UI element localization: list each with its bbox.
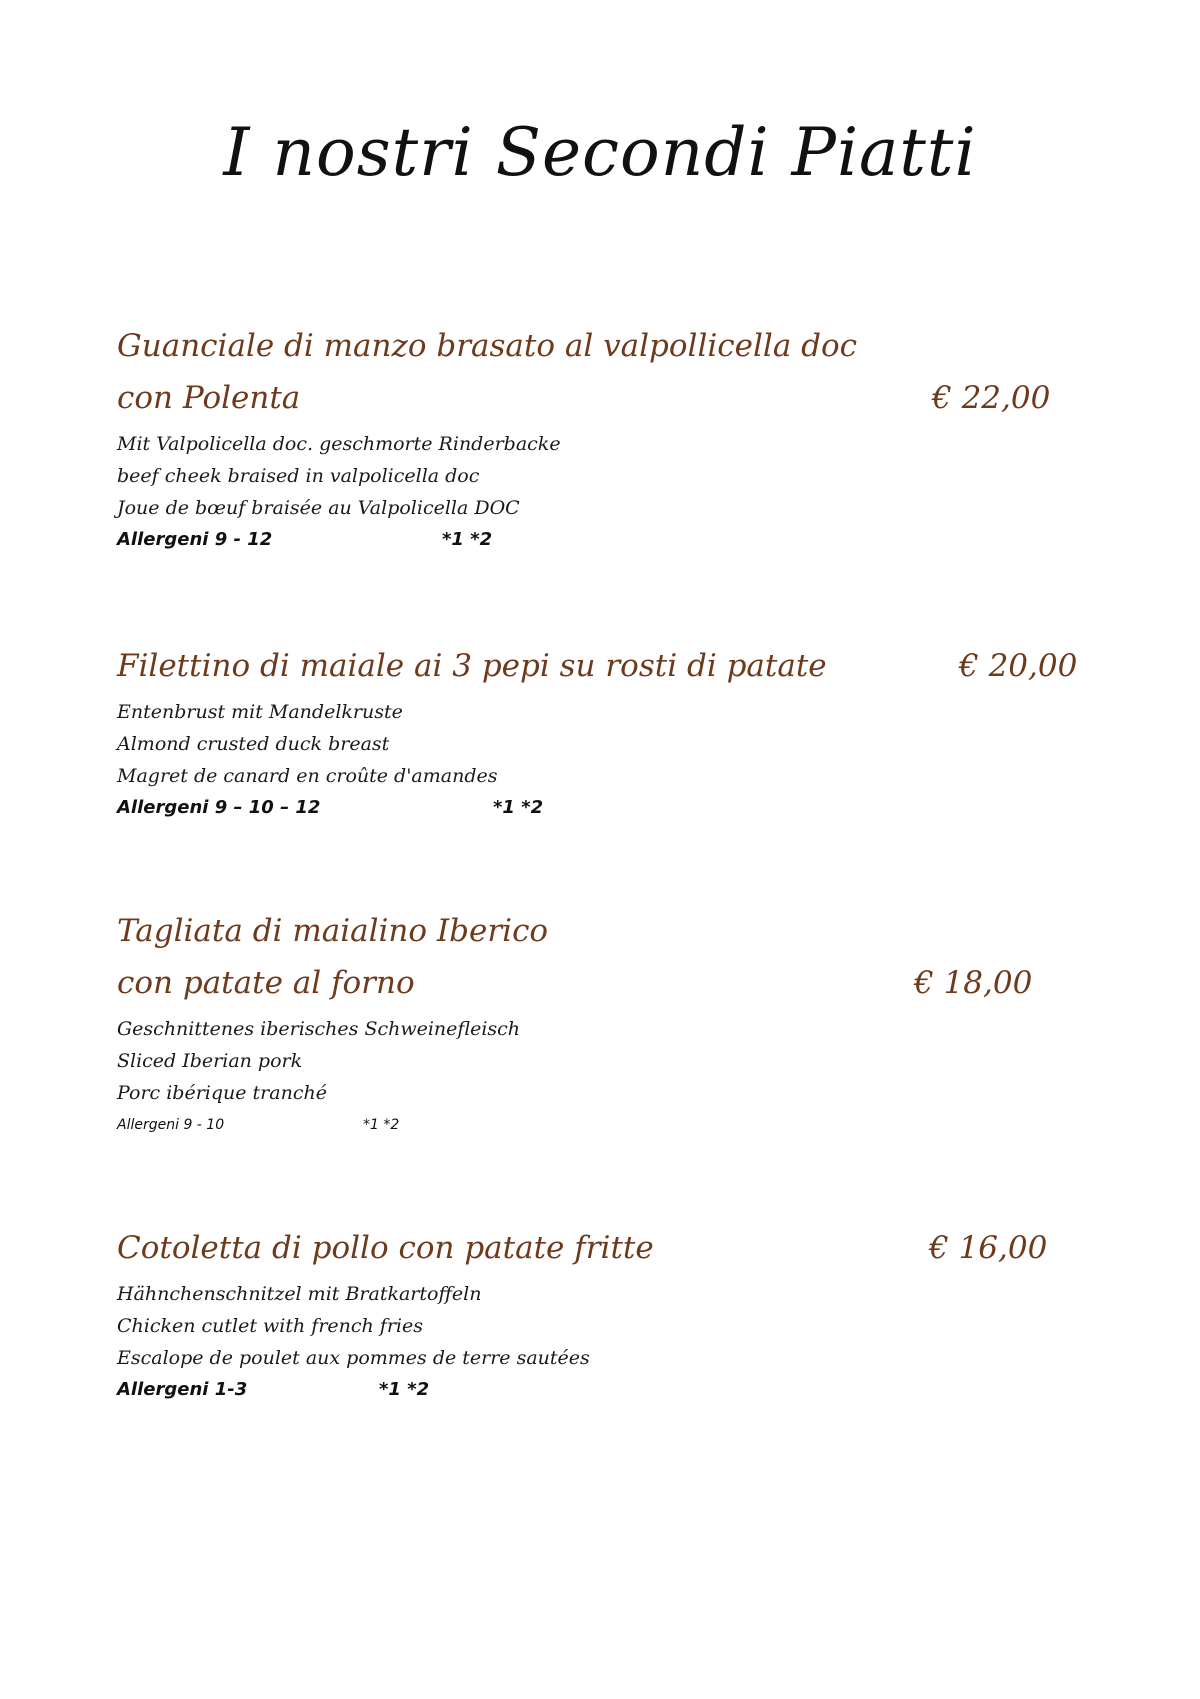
dish-description-de: Entenbrust mit Mandelkruste [117,701,403,723]
allergen-line [117,792,1117,824]
allergen-list: Allergeni 9 - 10 [117,1117,225,1133]
dish-price: € 18,00 [914,965,1033,1001]
allergen-codes: *1 *2 [363,1117,400,1133]
allergen-codes: *1 *2 [493,797,544,818]
page-title: I nostri Secondi Piatti [223,114,977,191]
dish-description-en: Almond crusted duck breast [117,733,390,755]
dish-item [117,320,1117,556]
dish-name: Cotoletta di pollo con patate fritte [117,1230,654,1266]
allergen-list: Allergeni 9 – 10 – 12 [117,797,321,818]
dish-item [117,1222,1117,1406]
dish-item [117,640,1117,824]
dish-name-line2: con Polenta [117,380,301,416]
dish-item [117,905,1117,1141]
dish-name-continued [117,372,1117,424]
dish-name: Tagliata di maialino Iberico [117,913,549,949]
allergen-line [117,1109,1117,1141]
dish-description-en: beef cheek braised in valpolicella doc [117,465,480,487]
dish-price: € 16,00 [929,1230,1048,1266]
allergen-line [117,1374,1117,1406]
dish-description-fr: Magret de canard en croûte d'amandes [117,765,498,787]
allergen-list: Allergeni 1-3 [117,1379,248,1400]
dish-name: Filettino di maiale ai 3 pepi su rosti di patate [117,648,827,684]
allergen-list: Allergeni 9 - 12 [117,529,273,550]
dish-description-en: Sliced Iberian pork [117,1050,303,1072]
dish-description-de: Mit Valpolicella doc. geschmorte Rinderbacke [117,433,561,455]
dish-description-de: Hähnchenschnitzel mit Bratkartoffeln [117,1283,482,1305]
dish-price: € 22,00 [932,380,1051,416]
allergen-codes: *1 *2 [379,1379,430,1400]
dish-name-row [117,1222,1117,1274]
dish-name-line2: con patate al forno [117,965,415,1001]
dish-description-fr: Escalope de poulet aux pommes de terre sautées [117,1347,590,1369]
dish-name-continued [117,957,1117,1009]
dish-description-de: Geschnittenes iberisches Schweinefleisch [117,1018,521,1040]
allergen-codes: *1 *2 [442,529,493,550]
dish-description-en: Chicken cutlet with french fries [117,1315,423,1337]
dish-description-fr: Porc ibérique tranché [117,1082,327,1104]
dish-name: Guanciale di manzo brasato al valpollicella doc [117,328,858,364]
dish-description-fr: Joue de bœuf braisée au Valpolicella DOC [117,497,520,519]
allergen-line [117,524,1117,556]
dish-price: € 20,00 [959,648,1078,684]
dish-name-row [117,640,1117,692]
